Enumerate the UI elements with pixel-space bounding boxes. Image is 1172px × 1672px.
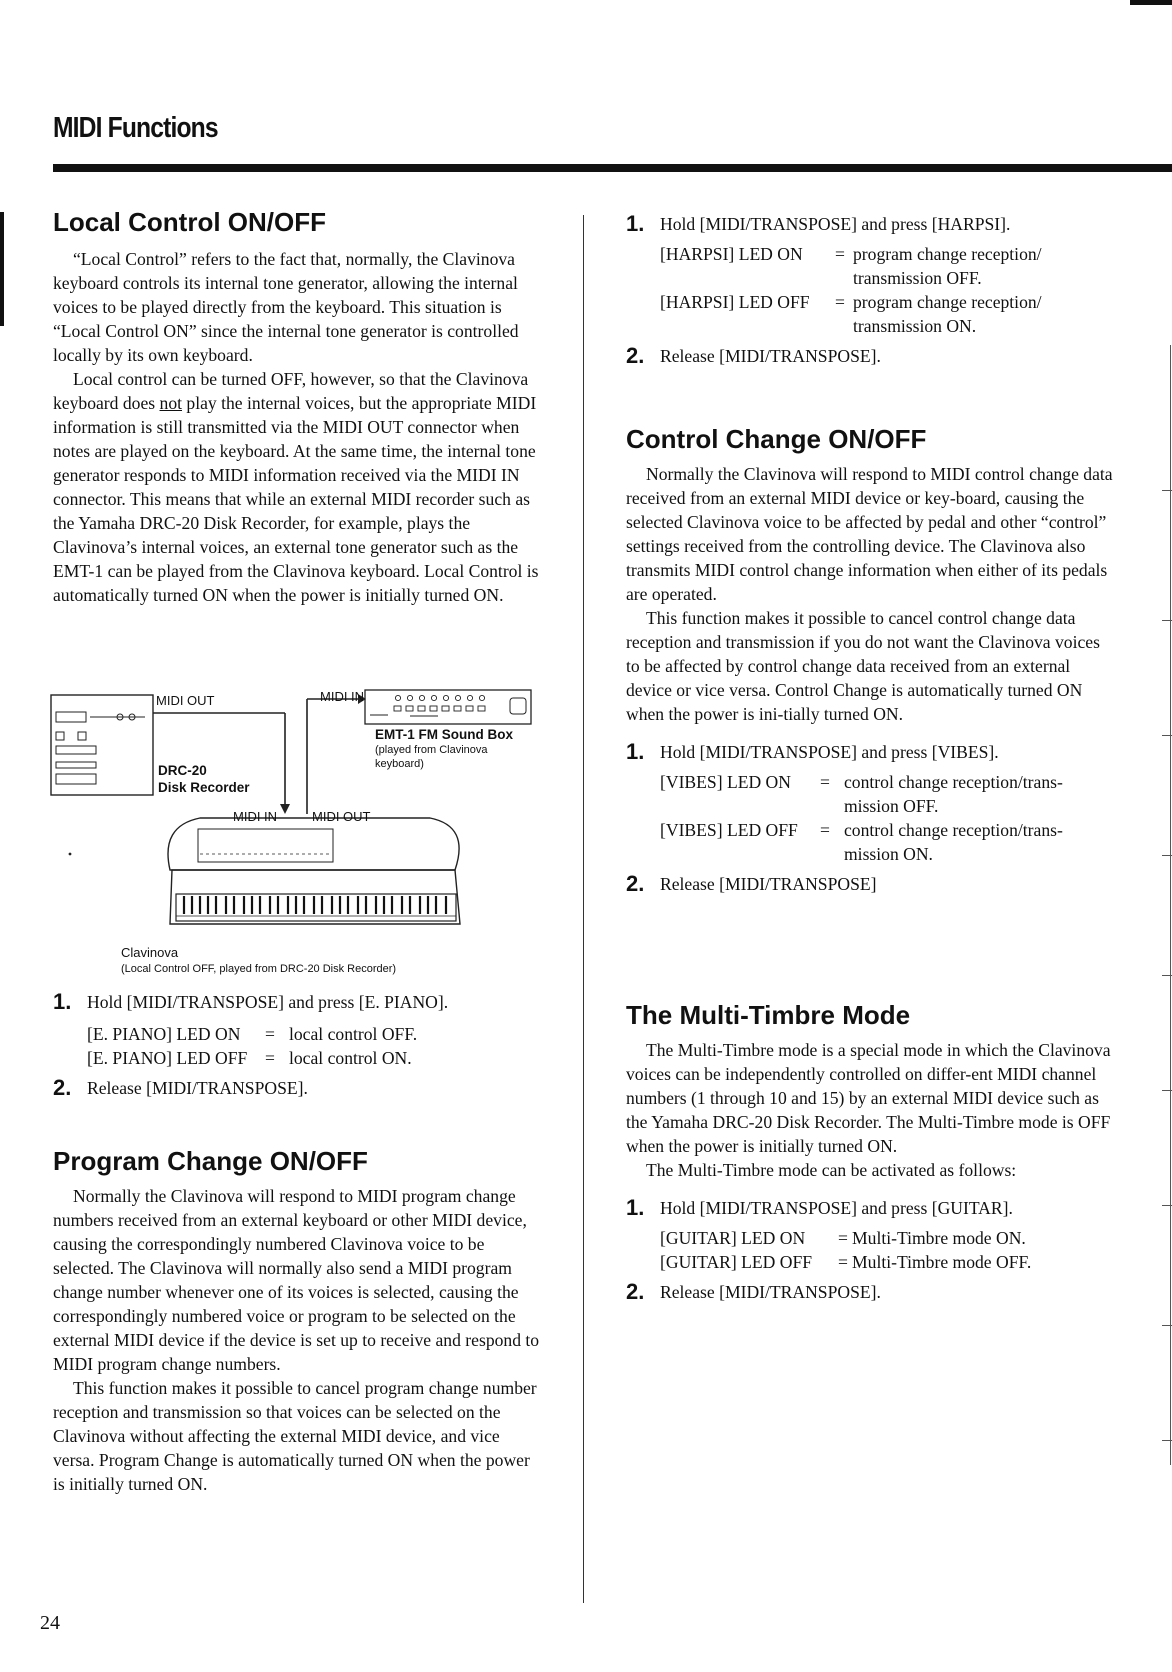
emt-midi-in-label: MIDI IN xyxy=(320,689,365,704)
drc-midi-out-label: MIDI OUT xyxy=(156,693,215,708)
paragraph: “Local Control” refers to the fact that, normally, the Clavinova keyboard controls its internal tone generator, allowing the internal voices to be played directly from the keyboard. This situation is “Local Control ON” since the internal tone generator is controlled locally by its own keyboard. xyxy=(53,249,519,365)
step-number: 2. xyxy=(53,1075,72,1100)
led-row: [GUITAR] LED OFF = Multi-Timbre mode OFF. xyxy=(660,1252,1032,1272)
step-number: 1. xyxy=(626,211,645,236)
step-text: Release [MIDI/TRANSPOSE]. xyxy=(87,1078,308,1098)
page-number: 24 xyxy=(40,1612,60,1634)
step-text: Hold [MIDI/TRANSPOSE] and press [HARPSI]. xyxy=(660,214,1011,234)
section-heading: Program Change ON/OFF xyxy=(53,1146,368,1176)
corner-mark xyxy=(1130,0,1172,5)
led-row: [VIBES] LED OFF = control change reception/trans- xyxy=(660,820,1063,840)
emt-note: (played from Clavinova xyxy=(375,744,488,756)
clavinova-name: Clavinova xyxy=(121,945,179,960)
step-1 xyxy=(53,990,553,1014)
edge-tick xyxy=(1162,1090,1172,1091)
step-1 xyxy=(626,740,1116,764)
margin-bar xyxy=(0,212,4,326)
led-row: [HARPSI] LED OFF = program change reception/ xyxy=(660,292,1042,312)
paragraph: This function makes it possible to cancel program change number reception and transmission so that voices can be selected on the Clavinova without affecting the external MIDI device, and vice versa. Program Change is automatically turned ON when the power is initially turned ON. xyxy=(53,1378,537,1494)
led-table xyxy=(660,1226,1116,1274)
led-row: [GUITAR] LED ON = Multi-Timbre mode ON. xyxy=(660,1228,1026,1248)
led-row: [E. PIANO] LED OFF = local control ON. xyxy=(87,1048,412,1068)
edge-tick xyxy=(1162,855,1172,856)
step-text: Release [MIDI/TRANSPOSE]. xyxy=(660,346,881,366)
paragraph: This function makes it possible to cancel control change data reception and transmission if you do not want the Clavinova voices to be affected by control change data received from an external device or vice versa. Control Change is automatically turned ON when the power is ini-tially turned ON. xyxy=(626,608,1100,724)
page-edge-line xyxy=(1170,345,1171,1465)
edge-tick xyxy=(1162,1325,1172,1326)
step-2 xyxy=(626,1280,1116,1304)
section-heading: Control Change ON/OFF xyxy=(626,424,927,454)
midi-connection-diagram xyxy=(50,686,550,978)
step-number: 2. xyxy=(626,871,645,896)
page-header-title: MIDI Functions xyxy=(53,112,218,144)
edge-tick xyxy=(1162,1205,1172,1206)
led-row: mission OFF. xyxy=(844,796,939,816)
led-table xyxy=(660,770,1116,866)
step-number: 1. xyxy=(626,739,645,764)
paragraph: Normally the Clavinova will respond to MIDI program change numbers received from an external keyboard or other MIDI device, causing the correspondingly numbered Clavinova voice to be selected. The Clavinova will normally also send a MIDI program change number whenever one of its voices is selected, causing the correspondingly numbered voice or program to be selected on the external MIDI device if the device is set up to receive and respond to MIDI program change numbers. xyxy=(53,1186,540,1374)
step-text: Release [MIDI/TRANSPOSE] xyxy=(660,874,877,894)
led-row: [E. PIANO] LED ON = local control OFF. xyxy=(87,1024,418,1044)
edge-tick xyxy=(1162,975,1172,976)
step-2 xyxy=(53,1076,553,1100)
step-number: 1. xyxy=(626,1195,645,1220)
step-2 xyxy=(626,344,1126,368)
led-row: transmission ON. xyxy=(853,316,977,336)
step-text: Hold [MIDI/TRANSPOSE] and press [E. PIANO]. xyxy=(87,992,449,1012)
led-row: [HARPSI] LED ON = program change reception/ xyxy=(660,244,1042,264)
clavinova-midi-in-label: MIDI IN xyxy=(233,809,278,824)
paragraph: The Multi-Timbre mode is a special mode in which the Clavinova voices can be independently controlled on differ-ent MIDI channel numbers (1 through 10 and 15) by an external MIDI device such as the Yamaha DRC-20 Disk Recorder. The Multi-Timbre mode is OFF when the power is initially turned ON. xyxy=(626,1040,1111,1156)
step-number: 2. xyxy=(626,1279,645,1304)
led-row: transmission OFF. xyxy=(853,268,982,288)
section-heading: Local Control ON/OFF xyxy=(53,207,326,237)
led-table xyxy=(660,242,1126,338)
edge-tick xyxy=(1162,490,1172,491)
program-change-section xyxy=(53,1146,543,1496)
clavinova-note: (Local Control OFF, played from DRC-20 Disk Recorder) xyxy=(121,963,397,975)
edge-tick xyxy=(1162,620,1172,621)
step-2 xyxy=(626,872,1116,896)
paragraph: The Multi-Timbre mode can be activated as follows: xyxy=(646,1160,1017,1180)
control-change-section xyxy=(626,424,1116,896)
program-change-steps xyxy=(626,212,1126,368)
edge-tick xyxy=(1162,735,1172,736)
emt-note: keyboard) xyxy=(375,758,424,770)
led-row: [VIBES] LED ON = control change reception/trans- xyxy=(660,772,1063,792)
led-row: mission ON. xyxy=(844,844,933,864)
local-control-steps xyxy=(53,990,553,1100)
step-text: Hold [MIDI/TRANSPOSE] and press [VIBES]. xyxy=(660,742,999,762)
step-text: Hold [MIDI/TRANSPOSE] and press [GUITAR]. xyxy=(660,1198,1013,1218)
step-1 xyxy=(626,1196,1116,1220)
step-number: 1. xyxy=(53,989,72,1014)
section-heading: The Multi-Timbre Mode xyxy=(626,1000,911,1030)
clavinova-midi-out-label: MIDI OUT xyxy=(312,809,371,824)
step-number: 2. xyxy=(626,343,645,368)
paragraph: Normally the Clavinova will respond to MIDI control change data received from an external MIDI device or key-board, causing the selected Clavinova voice to be affected by pedal and other “control” settings received from the controlling device. The Clavinova also transmits MIDI control change information when either of its pedals are operated. xyxy=(626,464,1113,604)
drc-name: DRC-20 xyxy=(158,763,207,778)
multi-timbre-section xyxy=(626,1000,1116,1304)
edge-tick xyxy=(1162,1440,1172,1441)
step-text: Release [MIDI/TRANSPOSE]. xyxy=(660,1282,881,1302)
drc-name: Disk Recorder xyxy=(158,780,250,795)
local-control-section xyxy=(53,207,543,607)
emt-name: EMT-1 FM Sound Box xyxy=(375,727,513,742)
led-table xyxy=(87,1022,553,1070)
column-divider xyxy=(583,215,584,1603)
paragraph: Local control can be turned OFF, however, so that the Clavinova keyboard does not play the internal voices, but the appropriate MIDI information is still transmitted via the MIDI OUT connector when notes are played on the keyboard. At the same time, the internal tone generator responds to MIDI information received via the MIDI IN connector. This means that while an external MIDI recorder such as the Yamaha DRC-20 Disk Recorder, for example, plays the Clavinova’s internal voices, an external tone generator such as the EMT-1 can be played from the Clavinova keyboard. Local Control is automatically turned ON when the power is initially turned ON. xyxy=(53,369,539,605)
header-rule xyxy=(53,164,1172,172)
step-1 xyxy=(626,212,1126,236)
